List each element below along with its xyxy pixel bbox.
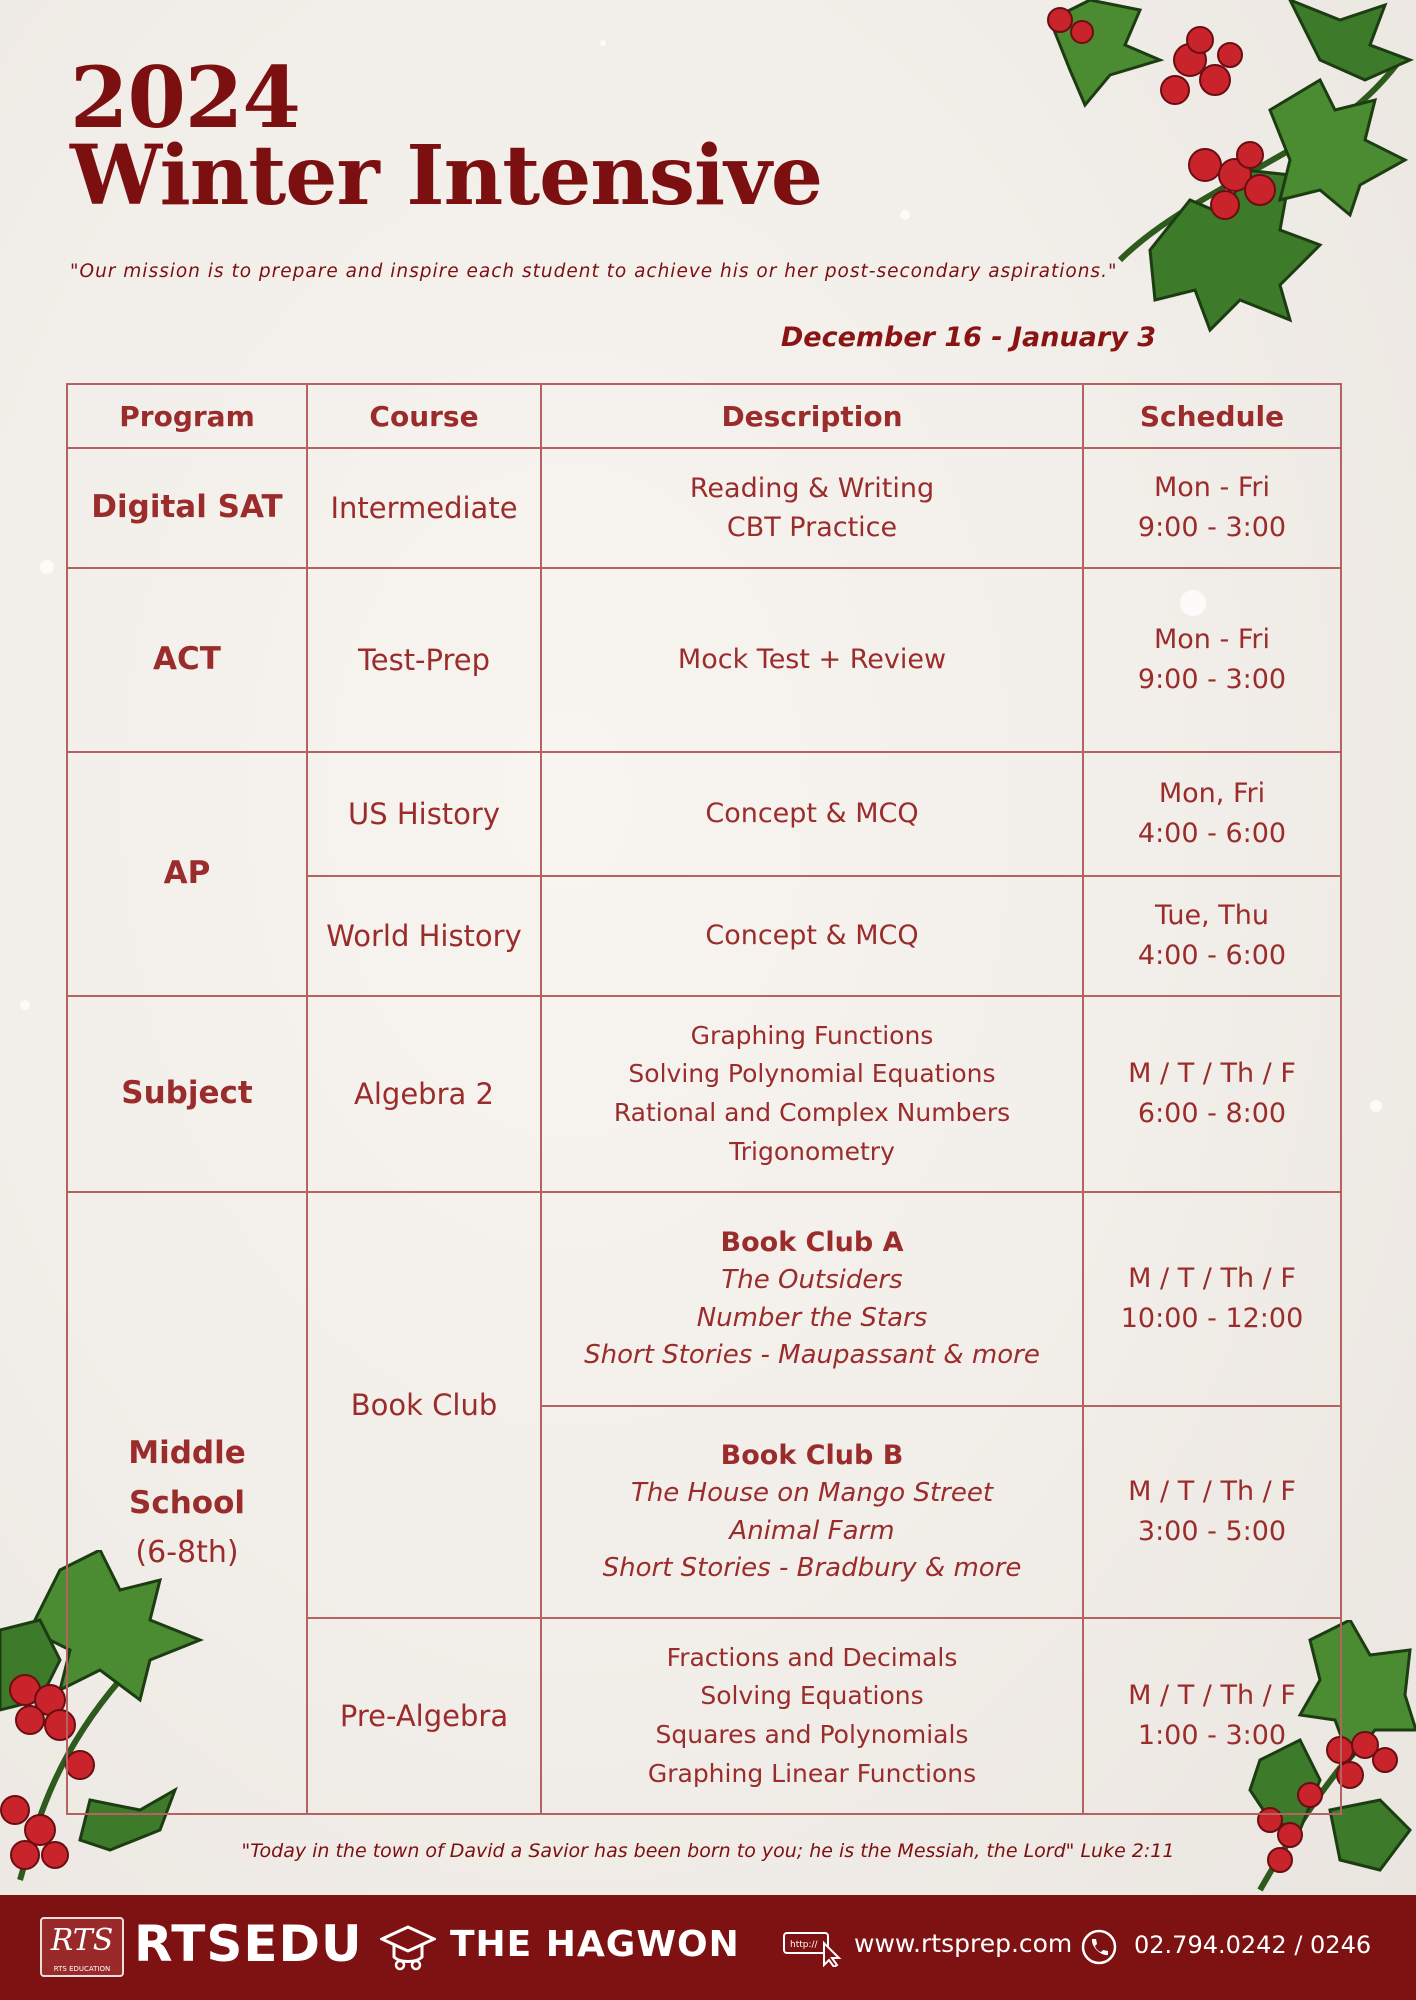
schedule-time: 9:00 - 3:00	[1137, 664, 1287, 695]
description-line: Mock Test + Review	[677, 644, 947, 676]
description-cell	[541, 1406, 1083, 1618]
program-line: Middle	[128, 1435, 246, 1472]
schedule-table	[66, 383, 1342, 1815]
program-cell: Digital SAT	[67, 448, 307, 568]
program-dates: December 16 - January 3	[780, 322, 1156, 353]
title-name: Winter Intensive	[70, 127, 822, 224]
website-link[interactable]: www.rtsprep.com	[854, 1929, 1073, 1958]
schedule-days: Tue, Thu	[1155, 899, 1269, 931]
description-line: Solving Polynomial Equations	[628, 1059, 996, 1089]
schedule-time: 1:00 - 3:00	[1137, 1720, 1287, 1751]
description-line: Solving Equations	[700, 1681, 924, 1711]
description-line: Reading & Writing	[689, 472, 935, 504]
mission-statement: "Our mission is to prepare and inspire each student to achieve his or her post-secondary aspirations."	[70, 261, 1118, 282]
book-title: Short Stories - Bradbury & more	[602, 1553, 1022, 1584]
sparkle	[20, 1000, 30, 1010]
course-cell: Book Club	[307, 1192, 541, 1618]
schedule-days: M / T / Th / F	[1128, 1262, 1296, 1294]
web-icon-label: http://	[790, 1940, 818, 1950]
schedule-days: M / T / Th / F	[1128, 1679, 1296, 1711]
schedule-cell	[1083, 1406, 1341, 1618]
bible-verse: "Today in the town of David a Savior has been born to you; he is the Messiah, the Lord" Luke 2:11	[241, 1840, 1175, 1862]
rts-logo	[40, 1917, 124, 1977]
schedule-time: 3:00 - 5:00	[1137, 1516, 1287, 1547]
program-grades: (6-8th)	[135, 1534, 239, 1570]
course-cell: US History	[307, 752, 541, 876]
schedule-days: Mon - Fri	[1153, 623, 1270, 655]
description-line: CBT Practice	[726, 512, 898, 543]
graduation-cap-icon	[380, 1923, 436, 1971]
header-schedule: Schedule	[1083, 384, 1341, 448]
book-title: Short Stories - Maupassant & more	[584, 1340, 1040, 1371]
description-line: Graphing Functions	[690, 1020, 934, 1050]
header-description: Description	[541, 384, 1083, 448]
logo-text: RTS	[50, 1923, 114, 1958]
schedule-days: Mon, Fri	[1158, 777, 1266, 809]
logo-subtext: RTS EDUCATION	[53, 1965, 111, 1973]
book-title: The Outsiders	[721, 1265, 903, 1296]
schedule-cell	[1083, 876, 1341, 996]
schedule-cell	[1083, 1618, 1341, 1814]
table-row	[67, 752, 1341, 876]
table-header-row	[67, 384, 1341, 448]
schedule-cell	[1083, 1192, 1341, 1406]
course-cell: Algebra 2	[307, 996, 541, 1192]
table-row	[67, 996, 1341, 1192]
schedule-cell	[1083, 752, 1341, 876]
title-year: 2024	[70, 48, 300, 147]
program-cell: Subject	[67, 996, 307, 1192]
program-line: School	[129, 1485, 245, 1521]
description-cell	[541, 1192, 1083, 1406]
book-club-title: Book Club A	[720, 1226, 904, 1258]
course-cell: Test-Prep	[307, 568, 541, 752]
description-cell	[541, 448, 1083, 568]
book-title: Animal Farm	[729, 1515, 895, 1546]
schedule-days: M / T / Th / F	[1128, 1057, 1296, 1089]
schedule-time: 6:00 - 8:00	[1137, 1098, 1287, 1129]
description-line: Rational and Complex Numbers	[613, 1098, 1011, 1127]
book-club-title: Book Club B	[720, 1439, 904, 1471]
schedule-time: 4:00 - 6:00	[1137, 818, 1287, 849]
schedule-time: 10:00 - 12:00	[1120, 1303, 1304, 1334]
footer-bar	[0, 1895, 1416, 2000]
hagwon-name: THE HAGWON	[450, 1924, 740, 1965]
schedule-days: Mon - Fri	[1153, 471, 1270, 503]
description-cell	[541, 1618, 1083, 1814]
description-line: Squares and Polynomials	[655, 1720, 969, 1749]
sparkle	[600, 40, 606, 46]
brand-name: RTSEDU	[134, 1915, 363, 1973]
sparkle	[40, 560, 54, 574]
schedule-days: M / T / Th / F	[1128, 1475, 1296, 1507]
course-cell: Pre-Algebra	[307, 1618, 541, 1814]
schedule-cell	[1083, 448, 1341, 568]
book-title: The House on Mango Street	[630, 1478, 994, 1509]
header-course: Course	[307, 384, 541, 448]
program-cell: ACT	[67, 568, 307, 752]
schedule-cell	[1083, 996, 1341, 1192]
phone-icon	[1081, 1929, 1117, 1965]
program-cell: AP	[67, 752, 307, 996]
description-cell: Concept & MCQ	[541, 752, 1083, 876]
schedule-time: 9:00 - 3:00	[1137, 512, 1287, 543]
sparkle	[900, 210, 910, 220]
page-title	[70, 48, 822, 224]
header-program: Program	[67, 384, 307, 448]
description-cell	[541, 568, 1083, 752]
description-cell	[541, 996, 1083, 1192]
phone-number[interactable]: 02.794.0242 / 0246	[1134, 1931, 1372, 1959]
course-cell: World History	[307, 876, 541, 996]
table-row	[67, 1192, 1341, 1406]
book-title: Number the Stars	[696, 1302, 928, 1333]
description-line: Trigonometry	[729, 1136, 895, 1166]
web-cursor-icon	[782, 1929, 844, 1967]
table-row	[67, 568, 1341, 752]
schedule-cell	[1083, 568, 1341, 752]
course-cell: Intermediate	[307, 448, 541, 568]
program-cell	[67, 1192, 307, 1814]
description-line: Fractions and Decimals	[666, 1642, 958, 1672]
schedule-time: 4:00 - 6:00	[1137, 940, 1287, 971]
description-cell: Concept & MCQ	[541, 876, 1083, 996]
description-line: Graphing Linear Functions	[647, 1758, 977, 1788]
table-row	[67, 448, 1341, 568]
sparkle	[1370, 1100, 1382, 1112]
